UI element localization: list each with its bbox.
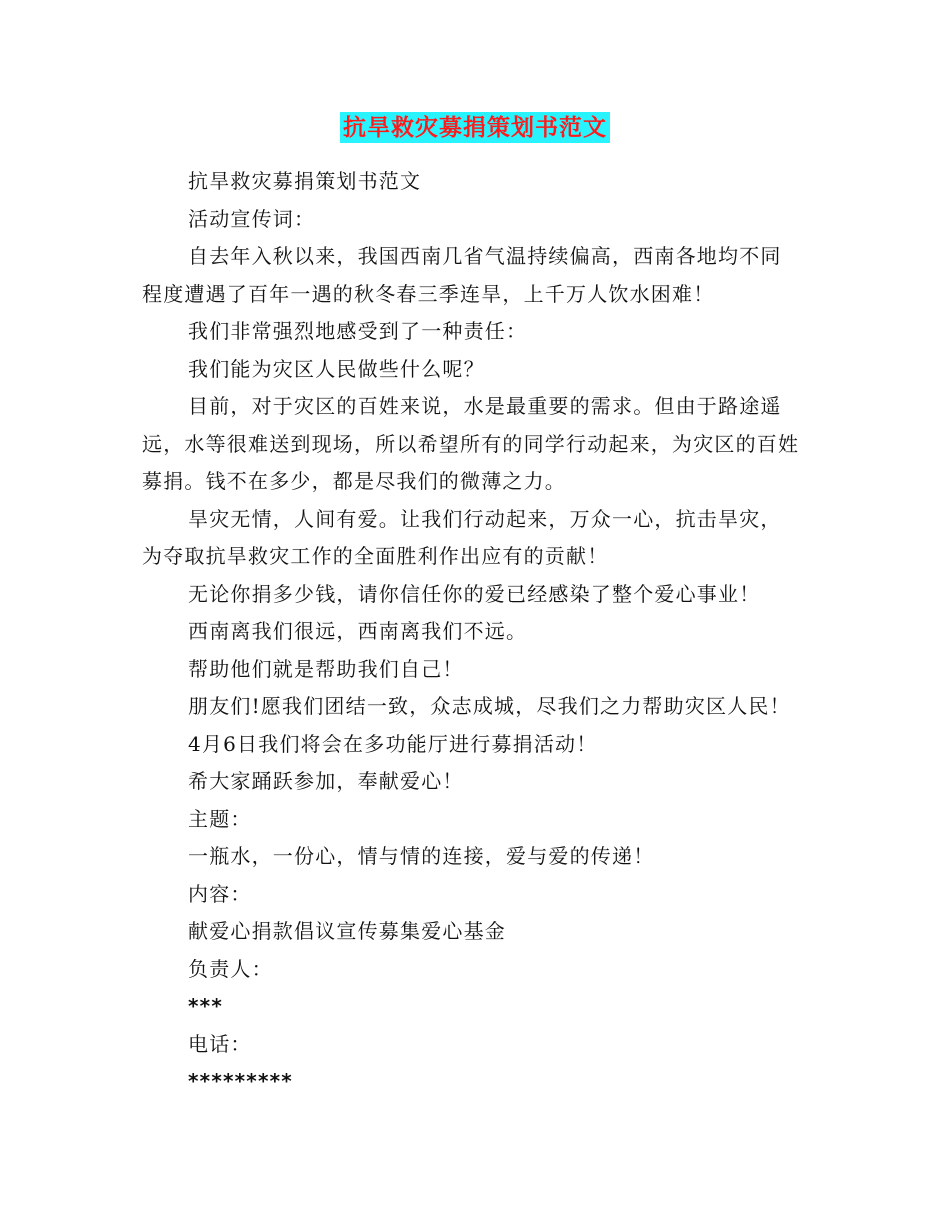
paragraph-event-date: 4月6日我们将会在多功能厅进行募捐活动！ — [188, 731, 598, 756]
paragraph-owner-value: *** — [188, 994, 223, 1018]
paragraph-invitation: 希大家踊跃参加，奉献爱心！ — [188, 769, 464, 793]
paragraph-friends: 朋友们!愿我们团结一致，众志成城，尽我们之力帮助灾区人民！ — [188, 694, 791, 718]
paragraph-theme-label: 主题： — [188, 806, 252, 831]
document-title: 抗旱救灾募捐策划书范文 — [340, 112, 610, 143]
paragraph-background: 自去年入秋以来，我国西南几省气温持续偏高，西南各地均不同程度遭遇了百年一遇的秋冬春三季连旱，上千万人饮水困难！ — [142, 244, 782, 306]
paragraph-content-label: 内容： — [188, 881, 252, 906]
paragraph-current-need: 目前，对于灾区的百姓来说，水是最重要的需求。但由于路途遥远，水等很难送到现场，所以希望所有的同学行动起来，为灾区的百姓募捐。钱不在多少，都是尽我们的微薄之力。 — [142, 394, 800, 493]
paragraph-distance: 西南离我们很远，西南离我们不远。 — [188, 619, 528, 643]
paragraph-content: 献爱心捐款倡议宣传募集爱心基金 — [188, 919, 506, 943]
paragraph-subtitle: 抗旱救灾募捐策划书范文 — [188, 169, 422, 193]
paragraph-question: 我们能为灾区人民做些什么呢？ — [188, 356, 485, 381]
paragraph-help-ourselves: 帮助他们就是帮助我们自己！ — [188, 656, 464, 681]
paragraph-trust: 无论你捐多少钱，请你信任你的爱已经感染了整个爱心事业！ — [188, 581, 761, 606]
paragraph-owner-label: 负责人： — [188, 956, 273, 981]
paragraph-phone-value: ********* — [188, 1069, 293, 1093]
paragraph-slogan-heading: 活动宣传词： — [188, 206, 316, 231]
paragraph-theme: 一瓶水，一份心，情与情的连接，爱与爱的传递！ — [188, 844, 655, 868]
paragraph-phone-label: 电话： — [188, 1031, 252, 1056]
title-wrapper — [0, 112, 950, 143]
document-body — [142, 163, 802, 1101]
paragraph-responsibility: 我们非常强烈地感受到了一种责任： — [188, 319, 528, 343]
paragraph-call-to-action: 旱灾无情，人间有爱。让我们行动起来，万众一心，抗击旱灾，为夺取抗旱救灾工作的全面胜利作出应有的贡献！ — [142, 506, 782, 568]
